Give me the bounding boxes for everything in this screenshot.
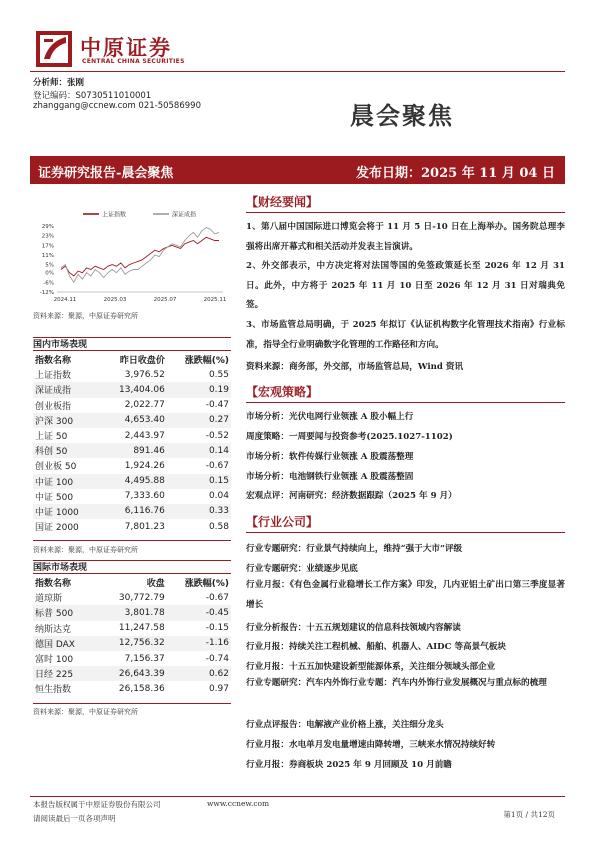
domestic-table-cell: 4,653.40 bbox=[94, 413, 167, 428]
report-title: 晨会聚焦 bbox=[350, 101, 454, 130]
domestic-table-row bbox=[33, 398, 231, 413]
domestic-table-cell: 中证 1000 bbox=[33, 504, 94, 519]
domestic-table-cell: 科创 50 bbox=[33, 443, 94, 458]
company-logo-icon bbox=[36, 31, 72, 67]
industry-item: 行业分析报告：十五五规划建议的信息科技领域内容解读 bbox=[246, 623, 461, 633]
international-table-bottom-rule bbox=[33, 703, 231, 704]
finance-news-source: 资料来源：商务部，外交部，市场监管总局，Wind 资讯 bbox=[246, 362, 464, 372]
logo-text-cn: 中原证券 bbox=[80, 36, 172, 60]
international-table-row bbox=[33, 651, 231, 666]
international-table-cell: 12,756.32 bbox=[93, 636, 166, 651]
finance-news-underline bbox=[246, 212, 565, 213]
industry-item: 行业专题研究：汽车内外饰行业专题：汽车内外饰行业发展概况与重点标的梳理 bbox=[246, 678, 547, 688]
domestic-table-cell: 0.33 bbox=[167, 504, 231, 519]
industry-underline bbox=[246, 532, 565, 533]
index-trend-chart bbox=[33, 204, 230, 307]
analyst-registration: 登记编码：S0730511010001 bbox=[33, 91, 152, 101]
domestic-table-row bbox=[33, 489, 231, 504]
international-market-title: 国际市场表现 bbox=[33, 560, 231, 574]
international-table-cell: 道琼斯 bbox=[35, 594, 63, 605]
international-table-header-cell: 收盘 bbox=[146, 579, 165, 590]
domestic-table-cell: -0.67 bbox=[205, 460, 229, 471]
international-table-cell: -1.16 bbox=[167, 636, 231, 651]
legend-label: 深证成指 bbox=[172, 211, 197, 219]
domestic-table-cell: 上证指数 bbox=[35, 371, 72, 382]
footer-copyright: 本报告版权属于中原证券股份有限公司 bbox=[33, 800, 161, 809]
international-table-cell: 富时 100 bbox=[35, 655, 74, 666]
international-table-header-row bbox=[33, 575, 231, 590]
domestic-table-cell: 2,443.97 bbox=[124, 430, 165, 441]
domestic-table-row bbox=[33, 367, 231, 382]
domestic-table-cell: 中证 500 bbox=[35, 492, 74, 503]
domestic-table-cell: 4,495.88 bbox=[94, 474, 167, 489]
international-table-row bbox=[33, 621, 231, 636]
legend-label: 上证指数 bbox=[102, 211, 127, 219]
analyst-contact: zhanggang@ccnew.com 021-50586990 bbox=[33, 101, 201, 111]
finance-news-title: 【财经要闻】 bbox=[246, 195, 319, 209]
international-table-cell: 恒生指数 bbox=[35, 685, 72, 696]
international-table-cell: 0.97 bbox=[208, 683, 229, 694]
domestic-table-header-cell: 指数名称 bbox=[35, 356, 72, 367]
international-table-source: 资料来源：聚源，中原证券研究所 bbox=[33, 708, 138, 716]
domestic-table-row bbox=[33, 413, 231, 428]
finance-news-item-3: 3、市场监管总局明确，于 2025 年拟订《认证机构数字化管理技术指南》行业标准，指导全行业明确数字化管理的工作路径和方向。 bbox=[246, 320, 565, 350]
domestic-table-bottom-rule bbox=[33, 540, 231, 541]
industry-title: 【行业公司】 bbox=[246, 515, 319, 529]
y-tick-label: 17% bbox=[41, 243, 54, 250]
y-tick-label: -6% bbox=[43, 280, 54, 287]
international-table-cell: 30,772.79 bbox=[118, 592, 165, 603]
international-table-header-cell: 涨跌幅(%) bbox=[184, 579, 229, 590]
international-table-row bbox=[33, 605, 231, 620]
macro-strategy-item: 宏观点评：河南研究：经济数据跟踪（2025 年 9 月） bbox=[246, 491, 457, 501]
domestic-table-row bbox=[33, 458, 231, 473]
y-tick-label: 0% bbox=[45, 270, 54, 277]
footer-page-number: 第1页 / 共12页 bbox=[503, 810, 555, 819]
domestic-table-source: 资料来源：聚源，中原证券研究所 bbox=[33, 546, 138, 554]
domestic-table-row bbox=[33, 428, 231, 443]
industry-item: 行业专题研究：行业景气持续向上，维持“强于大市”评级 bbox=[246, 544, 463, 554]
domestic-table-row bbox=[33, 504, 231, 519]
international-table-row bbox=[33, 590, 231, 605]
domestic-table-cell: 7,801.23 bbox=[124, 521, 165, 532]
domestic-table-cell: 0.15 bbox=[167, 474, 231, 489]
international-table-row bbox=[33, 636, 231, 651]
domestic-table-cell: 创业板指 bbox=[35, 401, 72, 412]
x-tick-label: 2025.03 bbox=[103, 297, 127, 303]
domestic-table-cell: 2,022.77 bbox=[124, 400, 165, 411]
international-table-cell: -0.67 bbox=[205, 592, 229, 603]
domestic-table-cell: 891.46 bbox=[94, 443, 167, 458]
y-tick-label: -12% bbox=[39, 290, 54, 296]
domestic-table-row bbox=[33, 474, 231, 489]
international-table-cell: 3,801.78 bbox=[93, 605, 166, 620]
domestic-table-cell: 0.14 bbox=[167, 443, 231, 458]
domestic-table-cell: 国证 2000 bbox=[35, 523, 79, 534]
macro-strategy-item: 周度策略：一周要闻与投资参考(2025.1027-1102) bbox=[246, 432, 453, 442]
industry-item: 行业月报：《有色金属行业稳增长工作方案》印发，几内亚铝土矿出口第三季度显著增长 bbox=[246, 580, 565, 610]
domestic-table-cell: 沪深 300 bbox=[33, 413, 94, 428]
domestic-table-cell: 0.04 bbox=[208, 491, 229, 502]
series-line bbox=[61, 237, 219, 276]
footer-disclaimer: 请阅读最后一页各项声明 bbox=[33, 814, 116, 823]
y-tick-label: 5% bbox=[45, 262, 54, 269]
international-table-row bbox=[33, 681, 231, 696]
footer-divider bbox=[30, 796, 565, 797]
international-table-cell: 标普 500 bbox=[33, 605, 93, 620]
publish-date: 发布日期：2025 年 11 月 04 日 bbox=[356, 166, 555, 181]
international-market-table bbox=[33, 575, 231, 697]
finance-news-item-1: 1、第八届中国国际进口博览会将于 11 月 5 日-10 日在上海举办。国务院总理李强将出席开幕式和相关活动并发表主旨演讲。 bbox=[246, 222, 565, 252]
international-table-cell: 德国 DAX bbox=[33, 636, 93, 651]
domestic-table-cell: 7,333.60 bbox=[124, 491, 165, 502]
international-table-cell: 11,247.58 bbox=[118, 623, 165, 634]
domestic-table-cell: -0.52 bbox=[205, 430, 229, 441]
industry-item: 行业月报：券商板块 2025 年 9 月回顾及 10 月前瞻 bbox=[246, 760, 452, 770]
domestic-table-cell: 0.55 bbox=[208, 369, 229, 380]
international-table-row bbox=[33, 666, 231, 681]
domestic-table-header-cell: 昨日收盘价 bbox=[119, 356, 165, 367]
international-table-cell: 纳斯达克 bbox=[35, 624, 72, 635]
domestic-table-row bbox=[33, 443, 231, 458]
domestic-table-cell: 13,404.06 bbox=[94, 382, 167, 397]
industry-item: 行业月报：水电单月发电量增速由降转增，三峡来水情况持续好转 bbox=[246, 740, 496, 750]
header-divider bbox=[30, 71, 565, 72]
series-line bbox=[61, 228, 219, 283]
industry-item: 行业月报：十五五加快建设新型能源体系，关注细分领域头部企业 bbox=[246, 662, 496, 672]
domestic-table-cell: 3,976.52 bbox=[124, 369, 165, 380]
international-table-cell: 7,156.37 bbox=[124, 653, 165, 664]
domestic-table-row bbox=[33, 519, 231, 534]
international-table-header-cell: 指数名称 bbox=[35, 579, 72, 590]
domestic-table-header-row bbox=[33, 352, 231, 367]
industry-item: 行业专题研究：业绩逐步见底 bbox=[246, 564, 358, 574]
domestic-table-cell: 0.27 bbox=[167, 413, 231, 428]
domestic-table-cell: 深证成指 bbox=[33, 382, 94, 397]
domestic-table-cell: 1,924.26 bbox=[124, 460, 165, 471]
domestic-table-cell: -0.47 bbox=[205, 400, 229, 411]
macro-strategy-item: 市场分析：光伏电网行业领涨 A 股小幅上行 bbox=[246, 412, 414, 422]
y-tick-label: 29% bbox=[41, 224, 54, 230]
analyst-name: 分析师：张刚 bbox=[33, 78, 85, 88]
report-type: 证券研究报告-晨会聚焦 bbox=[38, 166, 174, 181]
y-tick-label: 11% bbox=[41, 252, 54, 259]
industry-item: 行业点评报告：电解液产业价格上涨，关注细分龙头 bbox=[246, 720, 444, 730]
domestic-table-cell: 创业板 50 bbox=[35, 462, 77, 473]
domestic-market-table bbox=[33, 352, 231, 534]
domestic-table-cell: 0.19 bbox=[167, 382, 231, 397]
domestic-table-row bbox=[33, 382, 231, 397]
international-table-cell: 0.62 bbox=[167, 666, 231, 681]
domestic-table-cell: 中证 100 bbox=[33, 474, 94, 489]
macro-strategy-item: 市场分析：电池钢铁行业领涨 A 股震荡整固 bbox=[246, 472, 414, 482]
logo-text-en: CENTRAL CHINA SECURITIES bbox=[82, 58, 185, 65]
footer-url[interactable]: www.ccnew.com bbox=[207, 799, 270, 808]
domestic-market-title: 国内市场表现 bbox=[33, 337, 231, 351]
y-tick-label: 23% bbox=[41, 233, 54, 240]
chart-source: 资料来源：聚源，中原证券研究所 bbox=[33, 312, 138, 320]
domestic-table-cell: 0.58 bbox=[208, 521, 229, 532]
domestic-table-cell: 上证 50 bbox=[35, 432, 68, 443]
domestic-table-header-cell: 涨跌幅(%) bbox=[184, 356, 229, 367]
macro-strategy-title: 【宏观策略】 bbox=[246, 385, 319, 399]
industry-item: 行业月报：持续关注工程机械、船舶、机器人、AIDC 等高景气板块 bbox=[246, 642, 507, 652]
international-table-cell: 26,158.36 bbox=[118, 683, 165, 694]
x-tick-label: 2025.11 bbox=[203, 297, 227, 303]
international-table-cell: -0.74 bbox=[205, 653, 229, 664]
international-table-cell: -0.45 bbox=[167, 605, 231, 620]
domestic-table-cell: 6,116.76 bbox=[94, 504, 167, 519]
macro-strategy-item: 市场分析：软件传媒行业领涨 A 股震荡整理 bbox=[246, 452, 414, 462]
x-tick-label: 2025.07 bbox=[153, 297, 177, 303]
international-table-cell: -0.15 bbox=[205, 623, 229, 634]
international-table-cell: 日经 225 bbox=[33, 666, 93, 681]
international-table-cell: 26,643.39 bbox=[93, 666, 166, 681]
x-tick-label: 2024.11 bbox=[53, 297, 77, 303]
finance-news-item-2: 2、外交部表示，中方决定将对法国等国的免签政策延长至 2026 年 12 月 31 日。此外，中方将于 2025 年 11 月 10 日至 2026 年 12 月 31 日对瑞典免签。 bbox=[246, 261, 565, 311]
macro-strategy-underline bbox=[246, 402, 565, 403]
